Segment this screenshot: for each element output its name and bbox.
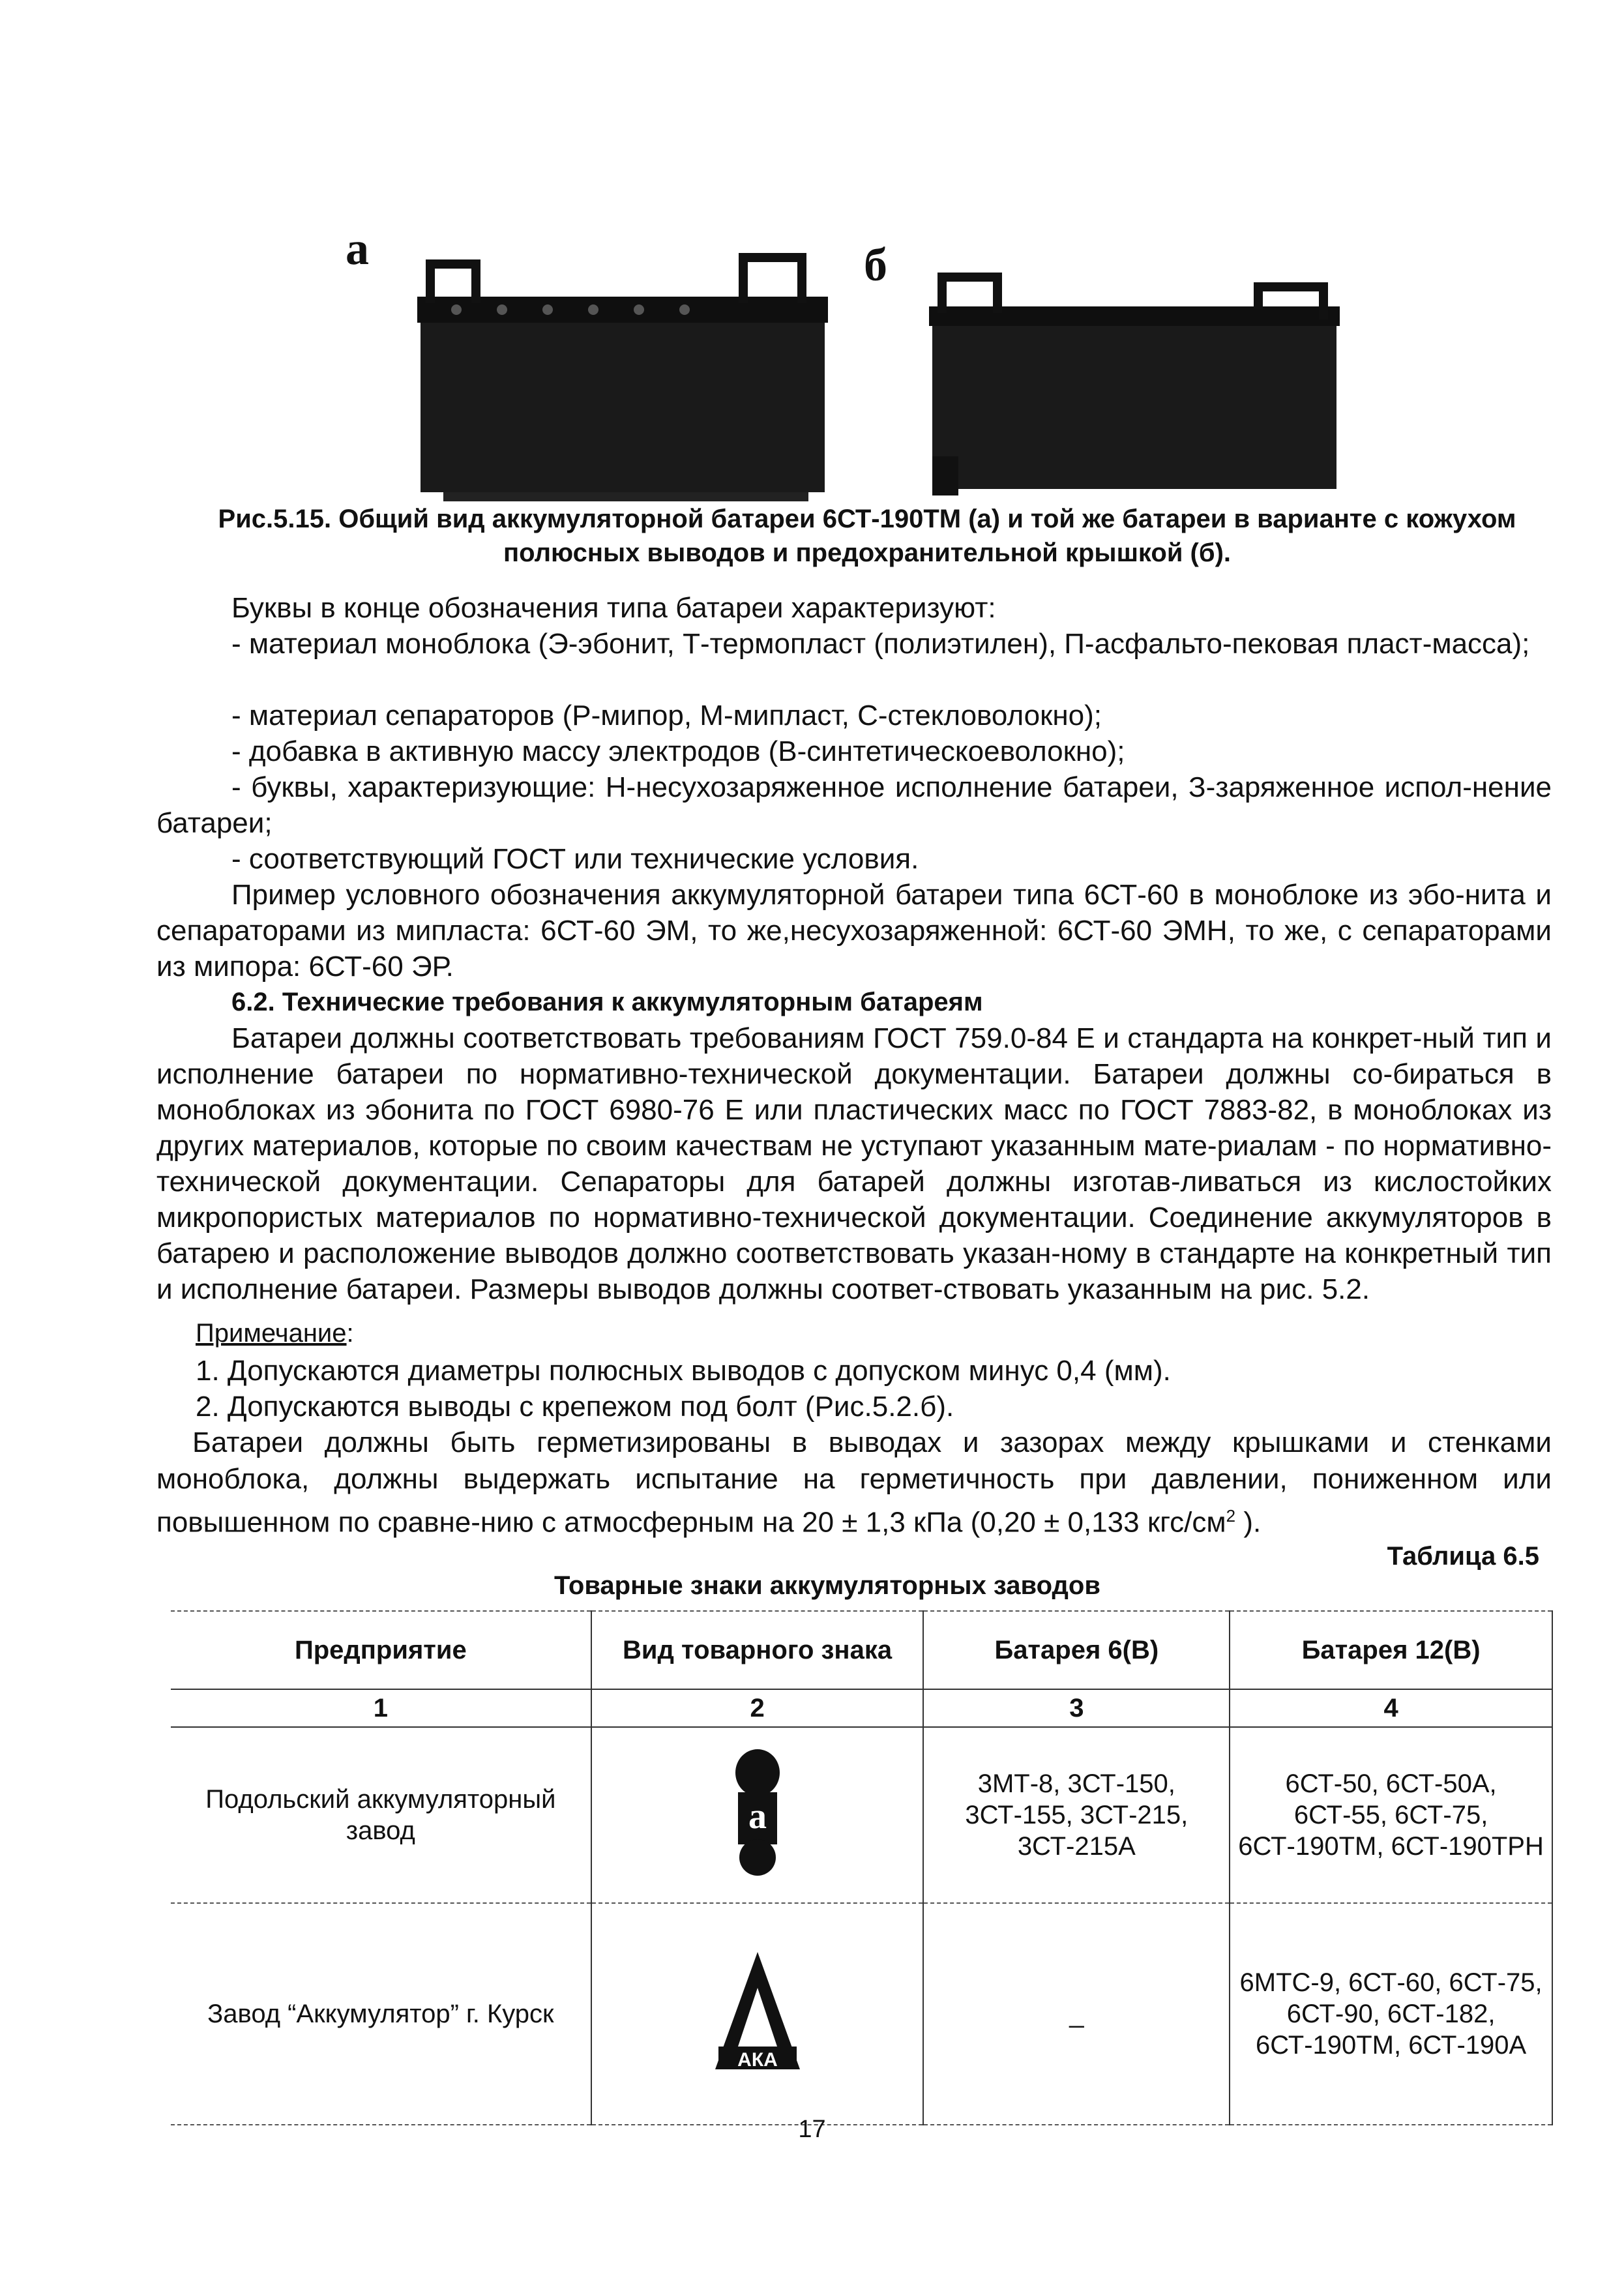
note-colon: : xyxy=(346,1319,354,1348)
table-title: Товарные знаки аккумуляторных заводов xyxy=(554,1571,1100,1600)
section-body: Батареи должны соответствовать требованиям ГОСТ 759.0-84 Е и стандарта на конкрет-ный тип и исполнение батареи по нормативно-технической документации. Батареи должны со-бираться в моноблоках из эбонита по ГОСТ 6980-76 Е или пластических масс по ГОСТ 7883-82, в моноблоках из других материалов, которые по своим качествам не уступают указанным мате-риалам - по нормативно-технической документации. Сепараторы для батарей должны изготав-ливаться из кислостойких микропористых материалов по нормативно-технической документации. Соединение аккумуляторов в батарею и расположение выводов должно соответствовать указан-ному в стандарте на конкретный тип и исполнение батареи. Размеры выводов должны соответ-ствовать указанным на рис. 5.2. xyxy=(156,1022,1552,1305)
hermetic-text xyxy=(156,1425,1552,1541)
list-item-1: - материал моноблока (Э-эбонит, Т-термопласт (полиэтилен), П-асфальто-пековая пласт-масса); xyxy=(231,628,1530,660)
hermetic-end: ). xyxy=(1235,1506,1262,1539)
podolsk-logo xyxy=(725,1747,790,1877)
cell-enterprise: Подольский аккумуляторный завод xyxy=(171,1727,591,1903)
cell-battery-6v: 3МТ-8, 3СТ-150, 3СТ-155, 3СТ-215, 3СТ-215А xyxy=(923,1727,1230,1903)
list-item-3: - добавка в активную массу электродов (В-синтетическоеволокно); xyxy=(231,735,1125,767)
header-enterprise: Предприятие xyxy=(171,1611,591,1689)
note-2: 2. Допускаются выводы с крепежом под болт (Рис.5.2.б). xyxy=(196,1391,954,1423)
table-row xyxy=(171,1903,1552,2125)
note-label: Примечание xyxy=(196,1319,347,1348)
cell-mark xyxy=(591,1727,924,1903)
figure-caption-line1: Рис.5.15. Общий вид аккумуляторной батареи 6СТ-190ТМ (а) и той же батареи в варианте с кожухом xyxy=(218,505,1516,533)
battery-photo-a xyxy=(404,244,834,505)
cell-battery-12v: 6СТ-50, 6СТ-50А, 6СТ-55, 6СТ-75, 6СТ-190ТМ, 6СТ-190ТРН xyxy=(1230,1727,1552,1903)
table-number: Таблица 6.5 xyxy=(1387,1542,1539,1571)
podolsk-logo-letter: а xyxy=(748,1796,767,1837)
list-item-2: - материал сепараторов (Р-мипор, М-мипласт, С-стекловолокно); xyxy=(231,700,1102,732)
table-column-numbers xyxy=(171,1689,1552,1727)
trademark-table xyxy=(171,1610,1553,2125)
header-battery-6v: Батарея 6(В) xyxy=(923,1611,1230,1689)
intro-text: Буквы в конце обозначения типа батареи характеризуют: xyxy=(231,592,996,624)
note-heading xyxy=(196,1317,848,1350)
col-number-4: 4 xyxy=(1230,1689,1552,1727)
figure-label-a: а xyxy=(346,222,369,274)
hermetic-body: Батареи должны быть герметизированы в выводах и зазорах между крышками и стенками моноблока, должны выдержать испытание на герметичность при давлении, пониженном или повышенном по сравне-нию с атмосферным на 20 ± 1,3 кПа (0,20 ± 0,133 кгс/см xyxy=(156,1426,1552,1539)
kursk-logo xyxy=(712,1949,803,2073)
section-heading: 6.2. Технические требования к аккумуляторным батареям xyxy=(231,988,983,1016)
hermetic-superscript: 2 xyxy=(1226,1506,1236,1526)
figure-label-b: б xyxy=(864,239,887,291)
note-1: 1. Допускаются диаметры полюсных выводов с допуском минус 0,4 (мм). xyxy=(196,1355,1171,1387)
table-row xyxy=(171,1727,1552,1903)
cell-enterprise: Завод “Аккумулятор” г. Курск xyxy=(171,1903,591,2125)
cell-battery-12v: 6МТС-9, 6СТ-60, 6СТ-75, 6СТ-90, 6СТ-182, 6СТ-190ТМ, 6СТ-190А xyxy=(1230,1903,1552,2125)
cell-mark xyxy=(591,1903,924,2125)
cell-battery-6v: _ xyxy=(923,1903,1230,2125)
list-item-5: - соответствующий ГОСТ или технические условия. xyxy=(231,843,919,875)
table-header-row xyxy=(171,1611,1552,1689)
figure-caption xyxy=(163,502,1571,570)
page-number: 17 xyxy=(798,2116,826,2143)
header-battery-12v: Батарея 12(В) xyxy=(1230,1611,1552,1689)
figure-caption-line2: полюсных выводов и предохранительной крышкой (б). xyxy=(503,539,1232,567)
col-number-2: 2 xyxy=(591,1689,924,1727)
col-number-1: 1 xyxy=(171,1689,591,1727)
list-item-4: - буквы, характеризующие: Н-несухозаряженное исполнение батареи, З-заряженное испол-нение батареи; xyxy=(156,771,1552,839)
header-mark: Вид товарного знака xyxy=(591,1611,924,1689)
battery-photo-b xyxy=(913,261,1356,502)
kursk-logo-letters: АКА xyxy=(737,2048,778,2071)
example-text: Пример условного обозначения аккумуляторной батареи типа 6СТ-60 в моноблоке из эбо-нита и сепараторами из мипласта: 6СТ-60 ЭМ, то же,несухозаряженной: 6СТ-60 ЭМН, то же, с сепараторами из мипора: 6СТ-60 ЭР. xyxy=(156,879,1552,983)
col-number-3: 3 xyxy=(923,1689,1230,1727)
